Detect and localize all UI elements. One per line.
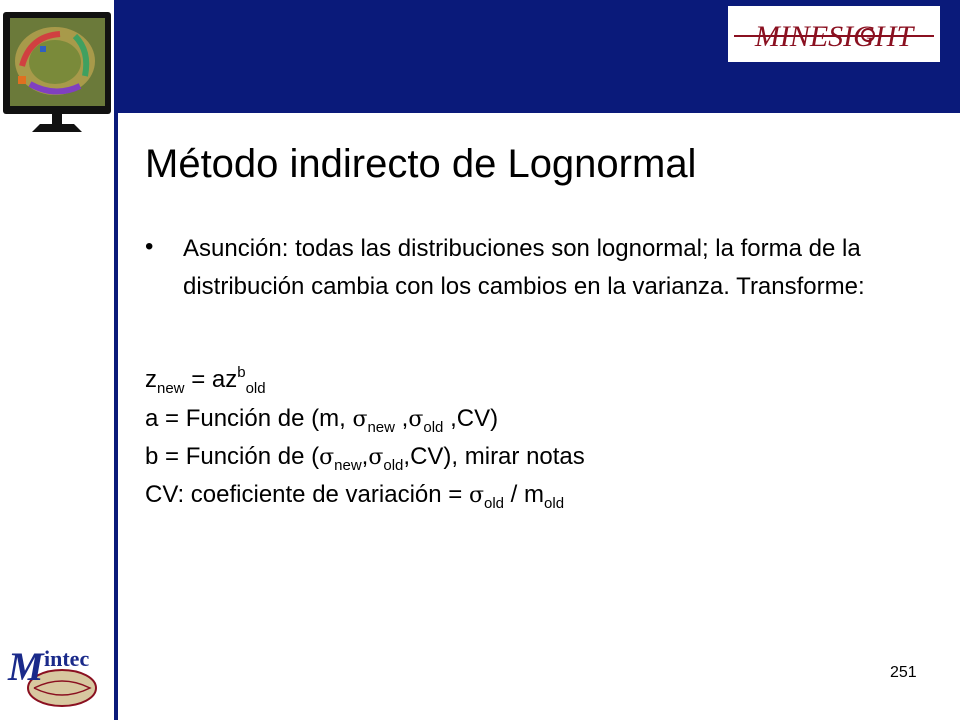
minesight-logo bbox=[728, 6, 940, 62]
formula-b: b = Función de $(\sigma_{new},\sigma_{old},CV)$, mirar notas bbox=[145, 443, 585, 474]
formula-cv: CV: coeficiente de variación = $\sigma_{old} / m_{old}$ bbox=[145, 481, 565, 512]
mintec-logo bbox=[4, 640, 112, 710]
formula-a: a = Función de (m, $\sigma_{new}$ $,\sigma_{old}$ ,CV) bbox=[145, 405, 499, 436]
svg-text:M: M bbox=[8, 644, 44, 689]
monitor-icon bbox=[0, 6, 114, 142]
svg-text:intec: intec bbox=[44, 646, 90, 671]
bullet-marker: • bbox=[145, 233, 154, 260]
slide-title: Método indirecto de Lognormal bbox=[145, 142, 697, 186]
vertical-rule bbox=[114, 0, 118, 720]
brand-logo-text: MINESIGHT bbox=[754, 20, 914, 53]
page-number: 251 bbox=[890, 664, 917, 681]
formula-z: $z_{new} = az^b_{old}$ bbox=[145, 364, 266, 397]
bullet-text: Asunción: todas las distribuciones son lognormal; la forma de la distribución cambia con los cambios en la varianza. Transforme: bbox=[183, 235, 865, 300]
